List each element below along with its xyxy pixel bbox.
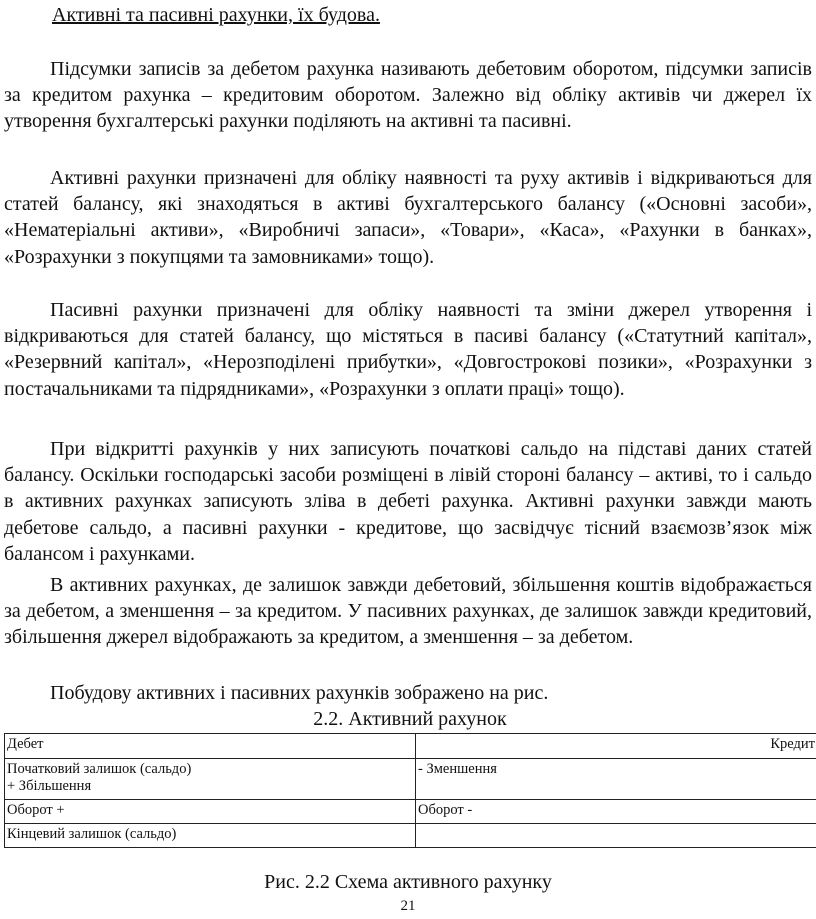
paragraph-increase-decrease: В активних рахунках, де залишок завжди дебетовий, збільшення коштів відображається за дебетом, а зменшення – за кредитом. У пасивних рахунках, де залишок завжди кредитовий, збільшення джерел відображають за кредитом, а зменшення – за дебетом.	[4, 574, 812, 649]
closing-balance-cell: Кінцевий залишок (сальдо)	[5, 824, 416, 848]
table-row	[5, 800, 816, 824]
paragraph-active-accounts: Активні рахунки призначені для обліку наявності та руху активів і відкриваються для статей балансу, які знаходяться в активі бухгалтерського балансу («Основні засоби», «Нематеріальні активи», «Виробничі запаси», «Товари», «Каса», «Рахунки в банках», «Розрахунки з покупцями та замовниками» тощо).	[4, 167, 812, 268]
credit-label: Кредит	[416, 734, 816, 759]
turnover-debit-cell: Оборот +	[5, 800, 416, 824]
table-row	[5, 759, 816, 800]
turnover-credit-cell: Оборот -	[416, 800, 816, 824]
figure-caption: Рис. 2.2 Схема активного рахунку	[264, 871, 552, 893]
paragraph-opening-balance: При відкритті рахунків у них записують початкові сальдо на підставі даних статей балансу. Оскільки господарські засоби розміщені в лівій стороні балансу – активі, то і сальдо в активних рахунках записують зліва в дебеті рахунка. Активні рахунки завжди мають дебетове сальдо, а пасивні рахунки - кредитове, що засвідчує тісний взаємозв’язок між балансом і рахунками.	[4, 438, 812, 565]
paragraph-turnover: Підсумки записів за дебетом рахунка називають дебетовим оборотом, підсумки записів за кредитом рахунка – кредитовим оборотом. Залежно від обліку активів чи джерел їх утворення бухгалтерські рахунки поділяють на активні та пасивні.	[4, 58, 812, 133]
paragraph-figure-intro: Побудову активних і пасивних рахунків зображено на рис.	[50, 682, 549, 704]
increase-text: + Збільшення	[7, 778, 92, 794]
opening-balance-cell	[5, 759, 416, 800]
decrease-cell: - Зменшення	[416, 759, 816, 800]
active-account-scheme-table	[4, 733, 816, 848]
page-number: 21	[400, 898, 416, 914]
table-row	[5, 734, 816, 759]
empty-cell	[416, 824, 816, 848]
debit-label: Дебет	[5, 734, 416, 759]
scheme-title: 2.2. Активний рахунок	[313, 708, 507, 730]
opening-balance-text: Початковий залишок (сальдо)	[7, 761, 192, 777]
paragraph-passive-accounts: Пасивні рахунки призначені для обліку наявності та зміни джерел утворення і відкриваються для статей балансу, що містяться в пасиві балансу («Статутний капітал», «Резервний капітал», «Нерозподілені прибутки», «Довгострокові позики», «Розрахунки з постачальниками та підрядниками», «Розрахунки з оплати праці» тощо).	[4, 299, 812, 400]
section-heading: Активні та пасивні рахунки, їх будова.	[52, 4, 380, 26]
table-row	[5, 824, 816, 848]
